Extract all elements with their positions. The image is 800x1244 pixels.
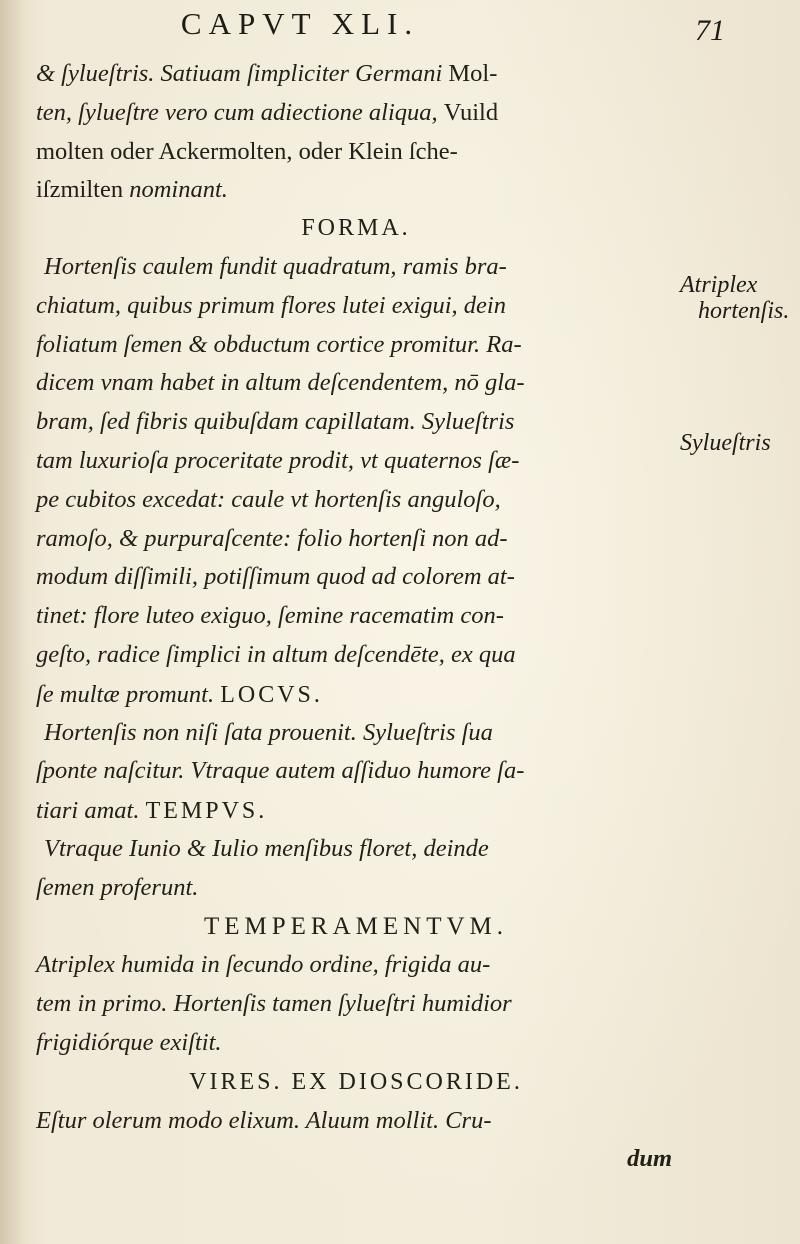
- text-line: ſe multæ promunt. LOCVS.: [36, 680, 323, 708]
- text-line: dicem vnam habet in altum deſcendentem, nō gla-: [36, 369, 525, 397]
- text-line: Hortenſis non niſi ſata prouenit. Sylueſtris ſua: [44, 718, 493, 746]
- text-line: molten oder Ackermolten, oder Klein ſche-: [36, 137, 458, 165]
- section-heading-locus: LOCVS.: [220, 681, 323, 708]
- section-heading-temperamentum: TEMPERAMENTVM.: [203, 912, 509, 940]
- text-line: Vtraque Iunio & Iulio menſibus floret, deinde: [44, 834, 489, 862]
- section-heading-tempus: TEMPVS.: [145, 798, 268, 825]
- section-heading-forma: FORMA.: [301, 215, 411, 242]
- page-number: 71: [695, 14, 725, 47]
- text-line: ſemen proferunt.: [36, 873, 199, 901]
- text-line: tem in primo. Hortenſis tamen ſylueſtri humidior: [36, 990, 512, 1018]
- text-line: modum diſſimili, potiſſimum quod ad colorem at-: [36, 563, 515, 591]
- text-line: ramoſo, & purpuraſcente: folio hortenſi non ad-: [36, 524, 508, 552]
- text-line: frigidiórque exiſtit.: [36, 1028, 222, 1056]
- text-line: Hortenſis caulem fundit quadratum, ramis bra-: [44, 252, 507, 280]
- page-spine-shadow: [0, 0, 26, 1244]
- text-line: tiari amat. TEMPVS.: [36, 797, 268, 825]
- text-line: tinet: flore luteo exiguo, ſemine racematim con-: [36, 602, 504, 630]
- text-line: geſto, radice ſimplici in altum deſcendēte, ex qua: [36, 640, 516, 668]
- margin-note-sylvestris: Sylueſtris: [680, 430, 771, 456]
- text-line: foliatum ſemen & obductum cortice promitur. Ra-: [36, 330, 522, 358]
- text-line: ten, ſylueſtre vero cum adiectione aliqua, Vuild: [36, 98, 499, 126]
- margin-note-atriplex: Atriplex hortenſis.: [680, 272, 790, 324]
- text-line: pe cubitos excedat: caule vt hortenſis anguloſo,: [36, 485, 501, 513]
- text-line: ſponte naſcitur. Vtraque autem aſſiduo humore ſa-: [36, 757, 525, 785]
- catchword: dum: [627, 1145, 672, 1173]
- text-line: Atriplex humida in ſecundo ordine, frigida au-: [36, 951, 491, 979]
- text-line: Eſtur olerum modo elixum. Aluum mollit. Cru-: [36, 1106, 492, 1134]
- chapter-title: CAPVT XLI.: [180, 6, 420, 41]
- section-heading-vires: VIRES. EX DIOSCORIDE.: [189, 1068, 523, 1095]
- text-line: tam luxurioſa proceritate prodit, vt quaternos ſæ-: [36, 446, 520, 474]
- text-line: iſzmilten nominant.: [36, 176, 228, 204]
- text-line: bram, ſed fibris quibuſdam capillatam. Sylueſtris: [36, 408, 515, 436]
- text-line: chiatum, quibus primum flores lutei exigui, dein: [36, 291, 506, 319]
- text-line: & ſylueſtris. Satiuam ſimpliciter Germani Mol-: [36, 60, 498, 87]
- main-text: [36, 54, 676, 1179]
